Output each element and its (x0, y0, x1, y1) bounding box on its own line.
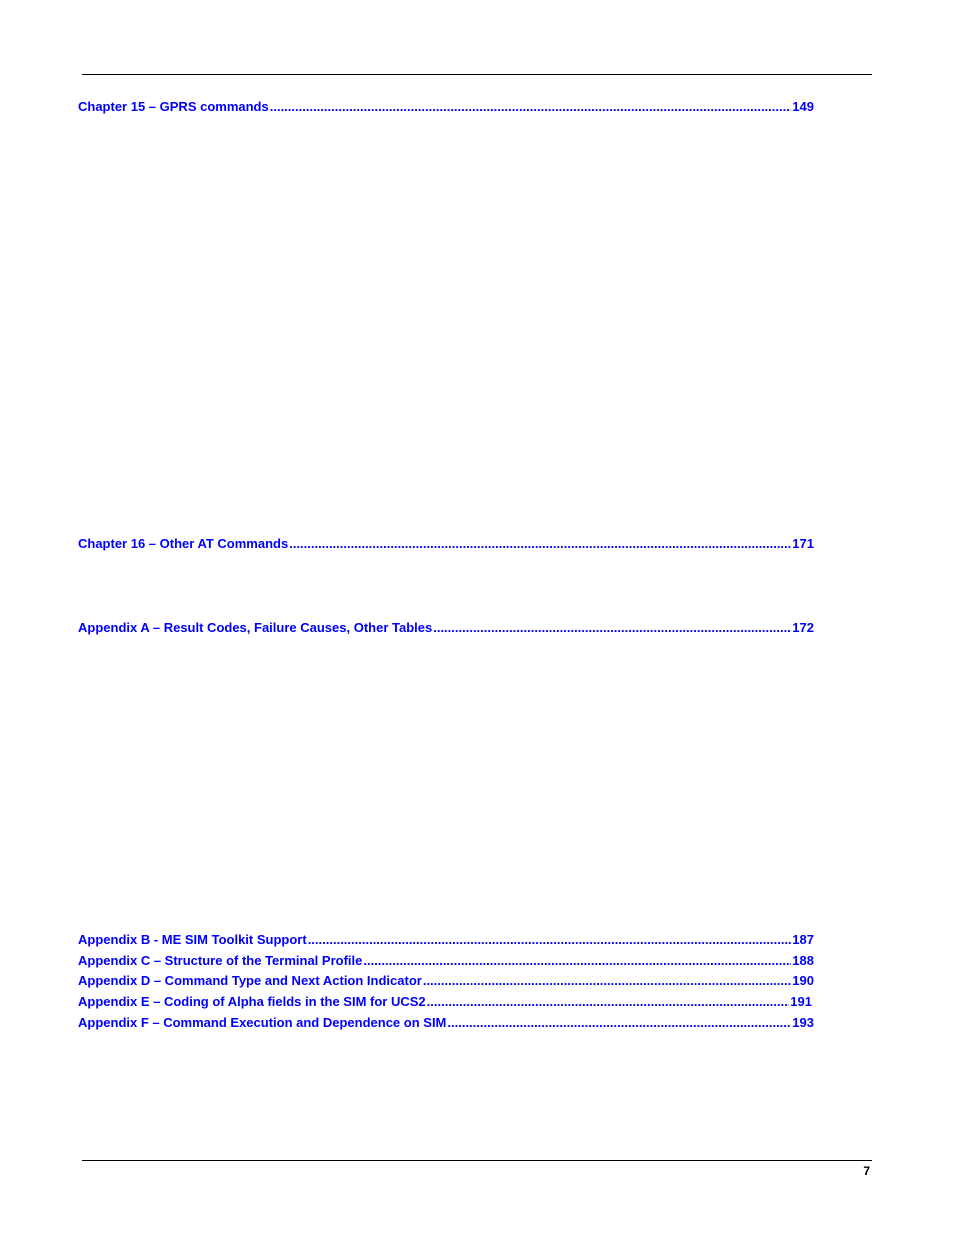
dot-leader (433, 619, 791, 637)
toc-entry-page: 188 (792, 953, 814, 968)
toc-entry-page: 149 (792, 99, 814, 114)
toc-entry-appendix-e[interactable] (78, 993, 812, 1011)
toc-entry-title: Chapter 15 – GPRS commands (78, 99, 269, 114)
toc-entry-title: Chapter 16 – Other AT Commands (78, 536, 289, 551)
dot-leader (289, 535, 791, 553)
toc-entry-title: Appendix B - ME SIM Toolkit Support (78, 932, 307, 947)
page-number: 7 (863, 1164, 870, 1178)
toc-entry-appendix-b[interactable] (78, 931, 814, 949)
dot-leader (363, 952, 791, 970)
dot-leader (270, 98, 792, 116)
toc-entry-appendix-a[interactable] (78, 619, 814, 637)
toc-entry-page: 193 (792, 1015, 814, 1030)
dot-leader (447, 1014, 791, 1032)
toc-entry-chapter-16[interactable] (78, 535, 814, 553)
toc-entry-title: Appendix F – Command Execution and Dependence on SIM (78, 1015, 447, 1030)
toc-entry-page: 172 (792, 620, 814, 635)
toc-entry-title: Appendix C – Structure of the Terminal Profile (78, 953, 363, 968)
toc-entry-page: 187 (792, 932, 814, 947)
toc-entry-title: Appendix A – Result Codes, Failure Causes, Other Tables (78, 620, 433, 635)
toc-entry-chapter-15[interactable] (78, 98, 814, 116)
toc-entry-page: 191 (790, 994, 812, 1009)
toc-entry-title: Appendix D – Command Type and Next Action Indicator (78, 973, 422, 988)
header-rule (82, 74, 872, 75)
toc-entry-page: 190 (792, 973, 814, 988)
toc-entry-appendix-d[interactable] (78, 972, 814, 990)
footer-rule (82, 1160, 872, 1161)
dot-leader (308, 931, 792, 949)
toc-entry-appendix-c[interactable] (78, 952, 814, 970)
toc-entry-appendix-f[interactable] (78, 1014, 814, 1032)
toc-entry-page: 171 (792, 536, 814, 551)
dot-leader (423, 972, 791, 990)
dot-leader (427, 993, 790, 1011)
toc-entry-title: Appendix E – Coding of Alpha fields in the SIM for UCS2 (78, 994, 426, 1009)
